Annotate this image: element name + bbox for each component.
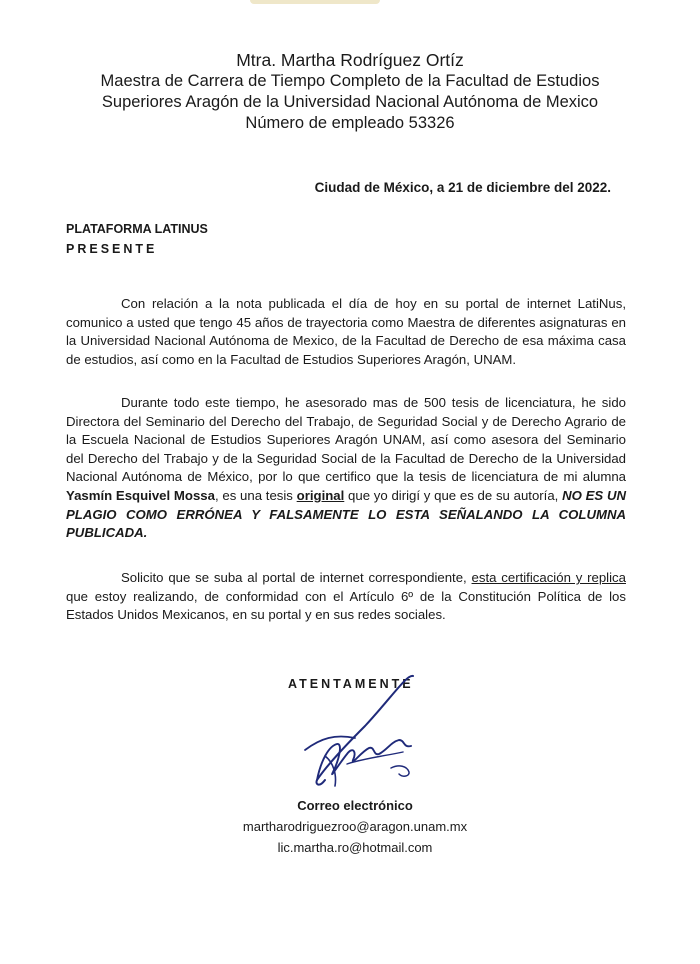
employee-number: Número de empleado 53326 xyxy=(245,114,455,132)
letterhead xyxy=(0,50,700,134)
paragraph-2-text-c: que yo dirigí y que es de su autoría, xyxy=(344,487,563,503)
emphasis-statement: NO ES UN PLAGIO COMO ERRÓNEA Y FALSAMENTE LO ESTA SEÑALANDO LA COLUMNA PUBLICADA. xyxy=(66,487,627,541)
paragraph-2-text-a: Durante todo este tiempo, he asesorado mas de 500 tesis de licenciatura, he sido Directora del Seminario del Derecho del Trabajo, de Seguridad Social y de Derecho Agrario de la Escuela Nacional de Estudios Superiores Aragón UNAM, así como asesora del Seminario del Derecho del Trabajo y de la Seguridad Social de la Facultad de Derecho de la Universidad Nacional Autónoma de México, por lo que certifico que la tesis de licenciatura de mi alumna xyxy=(66,395,626,485)
author-name: Mtra. Martha Rodríguez Ortíz xyxy=(236,50,464,70)
addressee-presente: PRESENTE xyxy=(66,242,158,256)
certification-phrase: esta certificación y replica xyxy=(471,570,626,585)
top-edge-mark xyxy=(250,0,380,4)
author-title-line-2: Superiores Aragón de la Universidad Nacional Autónoma de Mexico xyxy=(101,93,599,111)
email-label: Correo electrónico xyxy=(297,798,413,813)
original-word: original xyxy=(296,487,345,503)
closing-atentamente: ATENTAMENTE xyxy=(288,677,414,691)
addressee-name: PLATAFORMA LATINUS xyxy=(66,222,208,236)
email-unam: martharodriguezroo@aragon.unam.mx xyxy=(242,819,468,834)
paragraph-2 xyxy=(66,394,626,543)
author-title-line-1: Maestra de Carrera de Tiempo Completo de la Facultad de Estudios xyxy=(100,72,600,90)
email-hotmail: lic.martha.ro@hotmail.com xyxy=(277,840,433,855)
paragraph-1: Con relación a la nota publicada el día de hoy en su portal de internet LatiNus, comunico a usted que tengo 45 años de trayectoria como Maestra de diferentes asignaturas en la Universidad Nacional Autónoma de Mexico, de la Facultad de Derecho de esa máxima casa de estudios, así como en la Facultad de Estudios Superiores Aragón, UNAM. xyxy=(66,296,626,367)
student-name: Yasmín Esquivel Mossa xyxy=(66,487,215,503)
handwritten-signature xyxy=(295,668,435,798)
paragraph-2-text-b: , es una tesis xyxy=(214,487,297,503)
letter-date: Ciudad de México, a 21 de diciembre del 2022. xyxy=(314,180,611,195)
paragraph-3-text-a: Solicito que se suba al portal de internet correspondiente, xyxy=(121,570,472,585)
paragraph-3-text-b: que estoy realizando, de conformidad con el Artículo 6º de la Constitución Política de los Estados Unidos Mexicanos, en su portal y en sus redes sociales. xyxy=(66,588,626,623)
contact-block xyxy=(0,796,700,858)
paragraph-3 xyxy=(66,569,626,625)
